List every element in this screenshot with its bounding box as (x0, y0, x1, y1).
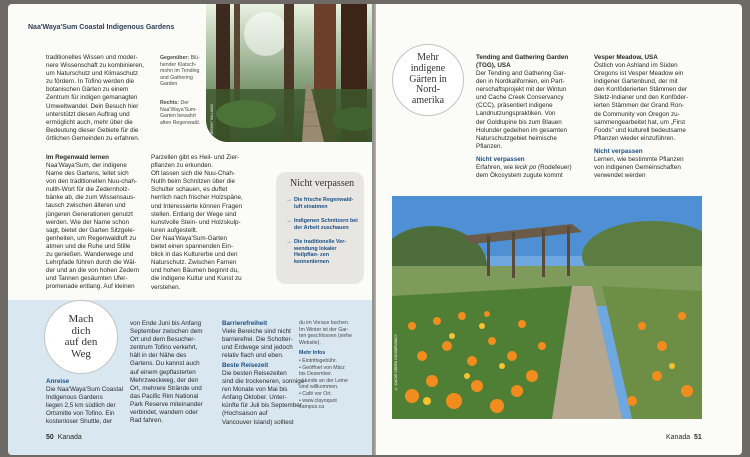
not-to-miss-item-1-text: Die frische Regenwald- luft einatmen (294, 197, 354, 210)
arrow-icon: → (286, 218, 292, 224)
poppy-field-illustration (392, 196, 702, 419)
page-footer-right (666, 434, 702, 442)
poppy-garden-photo (392, 196, 702, 419)
vesper-text: Östlich von Ashland im Süden Oregons ist Vesper Meadow ein indigener Gartenbund, der mit den Konföderierten Stämmen der Siletz-Indianer und den Konföder- ierten Stämmen der Grand Ron- de Community von Oregon zu- sammengearbeitet hat, um „First Foods" und kulturell bedeutsame Pflanzen wieder einzuführen. (594, 62, 689, 142)
vesper-not-to-miss-text: Lernen, wie bestimmte Pflanzen von indigenen Gemeinschaften verwendet werden (594, 156, 684, 180)
caption-right (160, 100, 200, 126)
anreise-text: Die Naa'Waya'Sum Coastal Indigenous Gardens liegen 2,5 km südlich der Ortsmitte von Tofino. Ein kostenloser Shuttle, der (46, 386, 124, 426)
tgg-not-to-miss-heading: Nicht verpassen (476, 156, 525, 163)
anreise-text-col2: von Ende Juni bis Anfang September zwischen dem Ort und dem Besucher- zentrum Tofino verkehrt, hält in der Nähe des Gartens. Du kannst auch auf einem gepflasterten Mehrzweckweg, der den Ort, mehrere Strände und das Pacific Rim National Park Reserve miteinander verbindet, wandern oder Rad fahren. (130, 320, 203, 425)
tgg-heading: Tending and Gathering Garden (TGG), USA (476, 54, 569, 70)
booking-note: du im Voraus buchen. Im Winter ist der Gar- ten geschlossen (siehe Website). (299, 320, 353, 346)
photo-credit-left: © JEREMY WILLIAMS (210, 104, 214, 140)
intro-paragraph: traditionelles Wissen und moder- nere Wissenschaft zu kombinieren, um Naturschutz und Klimaschutz zu fördern. In Tofino werden die botanischen Gärten zu einem Zentrum für indigen gemanagten Umweltwandel. Dein Besuch hier unterstützt diesen Auftrag und ermöglicht auch, mehr über die Bedeutung dieser Gebiete für die örtlichen Gemeinden zu erfahren. (46, 54, 144, 142)
tgg-not-to-miss-post: (Rodefeuer) dem Ökosystem zugute kommt (476, 164, 572, 180)
caption-opposite-text: Blü- hender Klatsch- mohn im Tending and Gathering Garden (160, 55, 200, 88)
barrierefreiheit-text: Viele Bereiche sind nicht barrierefrei. Die Schotter- und Erdwege sind jedoch relativ flach und eben. (222, 328, 293, 360)
section-title: Naa'Waya'Sum Coastal Indigenous Gardens (28, 24, 175, 31)
travel-circle-badge (44, 300, 118, 374)
travel-circle-title: Mach dich auf den Weg (64, 313, 98, 360)
anreise-heading: Anreise (46, 378, 70, 385)
caption-opposite (160, 55, 200, 88)
not-to-miss-item-3 (286, 239, 362, 265)
vesper-heading: Vesper Meadow, USA (594, 54, 658, 61)
rainforest-text-col2: Parzellen gibt es Heil- und Zier- pflanzen zu erkunden. Oft lassen sich die Nuu-Chah- Nulth beim Schnitzen über die Schulter schauen, es duftet herrlich nach frischer Holzspäne, und Interessierte können Fragen stellen. Entlang der Wege sind kunstvolle Stein- und Holzskulp- turen aufgestellt. Der Naa'Waya'Sum-Garten bietet einen spannenden Ein- blick in das Kulturerbe und den Naturschutz. Zwischen Farnen und hohen Bäumen beginnt du, die indigene Kultur und Kunst zu verstehen. (151, 154, 243, 291)
more-info-heading: Mehr Infos (299, 350, 326, 356)
not-to-miss-item-2 (286, 218, 362, 231)
left-page (8, 4, 372, 455)
more-gardens-title: Mehr indigene Gärten in Nord- amerika (409, 52, 447, 107)
not-to-miss-box (276, 172, 364, 284)
rainforest-illustration (206, 4, 372, 142)
more-gardens-circle-badge (392, 44, 464, 116)
rainforest-boardwalk-photo (206, 4, 372, 142)
tgg-not-to-miss-term: lecik po (514, 164, 537, 171)
page-label-right: Kanada (666, 434, 691, 441)
rainforest-text-col1: Naa'Waya'Sum, der indigene Name des Gartens, leitet sich von den traditionellen Nuu-chah- nulth-Wort für die Zedernholz- bänke ab, die zum Wissensaus- tausch zwischen älteren und jüngeren Generationen genutzt werden. Wie der Name schon sagt, bietet der Garten Sitzgele- genheiten, um Regenwaldluft zu atmen und die Ruhe und Stille zu genießen. Wanderwege und Lehrpfade führen durch die Wäl- der und an die von hohen Zedern und Tannen gesäumten Ufer- promenade entlang. Auf kleinen (46, 162, 140, 291)
more-info-list: • Eintrittsgebühr. • Geöffnet von März bis Dezember. • Hunde an der Leine sind willkommen. • Café vor Ort. • www.clayoquot campus.ca (299, 358, 348, 411)
beste-reisezeit-heading: Beste Reisezeit (222, 362, 269, 369)
photo-credit-right: © CACHE CREEK CONSERVANCY (394, 334, 398, 391)
page-number-left: 50 (46, 434, 54, 441)
tgg-not-to-miss-text (476, 164, 572, 180)
beste-reisezeit-text: Die besten Reisezeiten sind die trockeneren, sonnige- ren Monate von Mai bis Anfang Oktober. Unter- künfte für Juli bis September (Hochsaison auf Vancouver Island) solltest (222, 370, 307, 426)
not-to-miss-item-3-text: Die traditionelle Ver- wendung lokaler Heilpflan- zen kennenlernen (294, 239, 347, 265)
not-to-miss-item-2-text: Indigenen Schnitzern bei der Arbeit zuschauen (294, 218, 358, 231)
page-label-left: Kanada (57, 434, 82, 441)
rainforest-heading: Im Regenwald lernen (46, 154, 109, 161)
tgg-not-to-miss-pre: Erfahren, wie (476, 164, 515, 171)
tgg-text: Der Tending and Gathering Gar- den in Nordkalifornien, ein Part- nerschaftsprojekt mit der Wintun und Cache Creek Conservancy (CCC), präsentiert indigene Landnutzungspraktiken. Von der Goldlupine bis zum Blauen Holunder gedeihen im gesamten Naturschutzgebiet heimische Pflanzen. (476, 70, 568, 150)
arrow-icon: → (286, 239, 292, 245)
caption-opposite-label: Gegenüber: (160, 55, 190, 61)
not-to-miss-title: Nicht verpassen (290, 178, 355, 189)
arrow-icon: → (286, 197, 292, 203)
right-page (376, 4, 742, 455)
vesper-not-to-miss-heading: Nicht verpassen (594, 148, 643, 155)
caption-right-text: Der Naa'Waya'Sum- Garten bewahrt alten Regenwald. (160, 100, 201, 126)
barrierefreiheit-heading: Barrierefreiheit (222, 320, 268, 327)
not-to-miss-item-1 (286, 197, 362, 210)
page-number-right: 51 (694, 434, 702, 441)
page-footer-left (46, 434, 82, 442)
caption-right-label: Rechts: (160, 100, 180, 106)
